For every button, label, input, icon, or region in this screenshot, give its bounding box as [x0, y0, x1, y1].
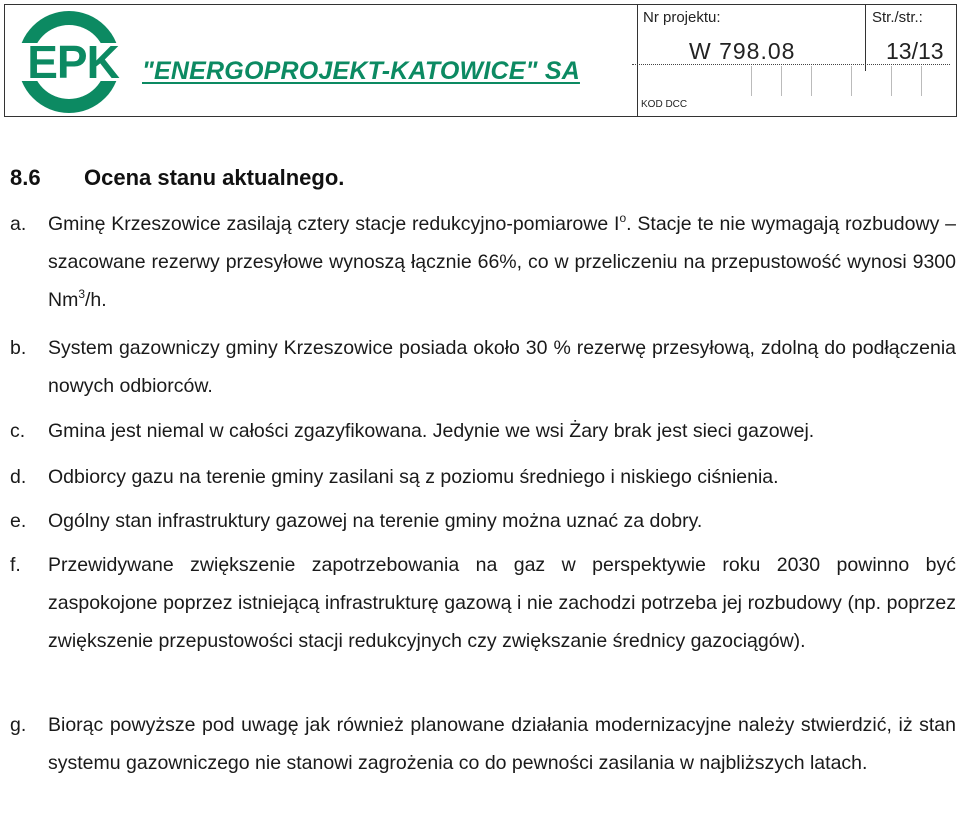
- list-item-e: [10, 502, 956, 540]
- page-label: Str./str.:: [872, 9, 923, 26]
- dcc-label: KOD DCC: [641, 99, 688, 110]
- section-heading: [10, 165, 344, 191]
- list-item-f: [10, 546, 956, 660]
- list-item-text: Gminę Krzeszowice zasilają cztery stacje redukcyjno-pomiarowe $I^o$. Stacje te nie wymagają rozbudowy – szacowane rezerwy przesyłowe wynoszą łącznie 66%, co w przeliczeniu na przepustowość wynosi 9300 Nm$^3$/h.: [48, 211, 956, 311]
- header-divider: [632, 64, 950, 65]
- project-label: Nr projektu:: [643, 9, 721, 26]
- section-title: Ocena stanu aktualnego.: [84, 165, 345, 190]
- document-header: [4, 4, 957, 117]
- list-marker: g.: [10, 714, 27, 736]
- page-number: 13/13: [886, 38, 944, 64]
- list-item-a: [10, 205, 956, 319]
- list-marker: c.: [10, 420, 26, 442]
- list-marker: d.: [10, 466, 27, 488]
- epk-logo: [13, 9, 137, 115]
- list-marker: a.: [10, 213, 27, 235]
- list-item-text: Przewidywane zwiększenie zapotrzebowania na gaz w perspektywie roku 2030 powinno być zaspokojone poprzez istniejącą infrastrukturę gazową i nie zachodzi potrzeba jej rozbudowy (np. poprzez zwiększenie przepustowości stacji redukcyjnych czy zwiększanie średnicy gazociągów).: [48, 554, 956, 652]
- list-item-g: [10, 706, 956, 782]
- list-item-text: Ogólny stan infrastruktury gazowej na terenie gminy można uznać za dobry.: [48, 510, 703, 532]
- page-number-cell: [865, 5, 959, 71]
- dcc-code-boxes: [751, 66, 950, 96]
- list-item-c: [10, 412, 956, 450]
- list-marker: f.: [10, 554, 21, 576]
- list-item-b: [10, 329, 956, 405]
- logo-text: EPK: [27, 36, 119, 88]
- section-number: 8.6: [10, 165, 41, 190]
- list-item-text: System gazowniczy gminy Krzeszowice posiada około 30 % rezerwę przesyłową, zdolną do podłączenia nowych odbiorców.: [48, 337, 956, 397]
- list-item-text: Biorąc powyższe pod uwagę jak również planowane działania modernizacyjne należy stwierdzić, iż stan systemu gazowniczego nie stanowi zagrożenia co do pewności zasilania w najbliższych latach.: [48, 714, 956, 774]
- project-number: W 798.08: [689, 38, 796, 64]
- list-item-text: Odbiorcy gazu na terenie gminy zasilani są z poziomu średniego i niskiego ciśnienia.: [48, 466, 779, 488]
- logo-cell: [5, 5, 638, 116]
- list-item-d: [10, 458, 956, 496]
- list-marker: e.: [10, 510, 27, 532]
- list-marker: b.: [10, 337, 27, 359]
- company-name: "ENERGOPROJEKT-KATOWICE" SA: [142, 57, 580, 85]
- list-item-text: Gmina jest niemal w całości zgazyfikowana. Jedynie we wsi Żary brak jest sieci gazowej.: [48, 420, 815, 442]
